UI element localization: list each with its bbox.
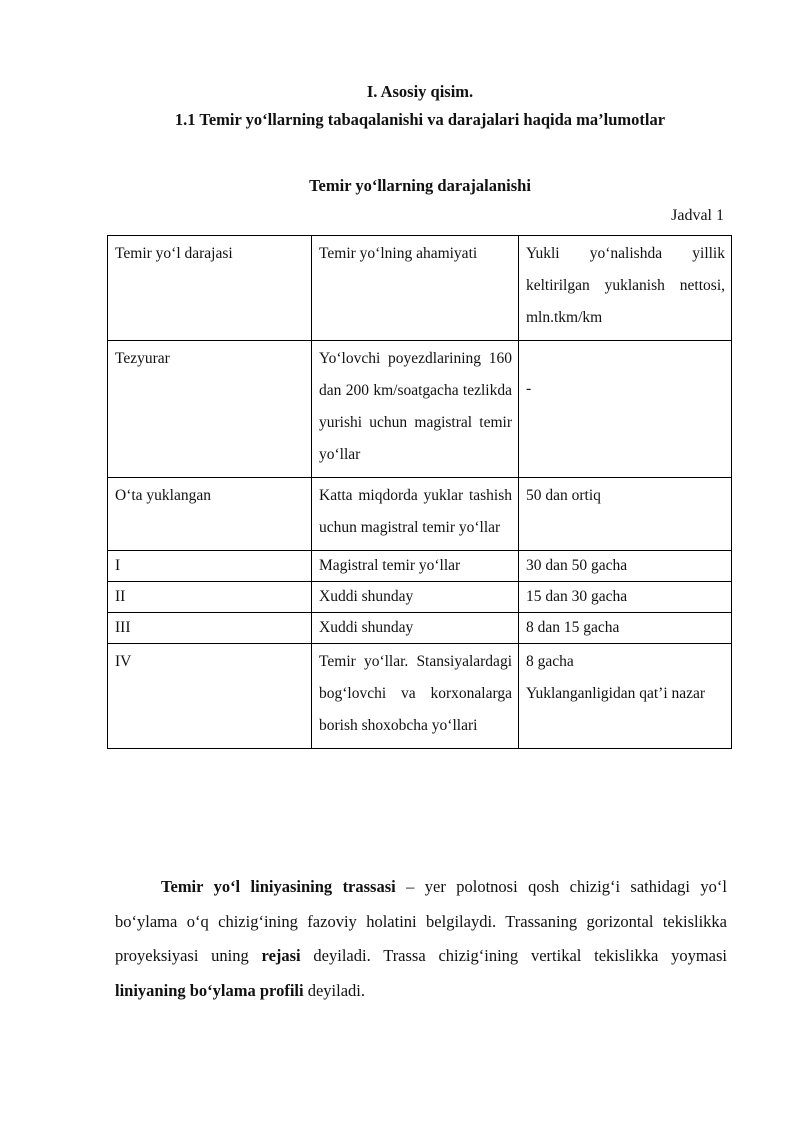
term-profile: liniyaning bo‘ylama profili [115, 980, 304, 1000]
cell-load [519, 644, 732, 749]
paragraph-text-2: deyiladi. Trassa chizig‘ining vertikal tekislikka yoymasi [300, 946, 727, 965]
header-purpose: Temir yo‘lning ahamiyati [312, 236, 519, 341]
header-load: Yukli yo‘nalishda yillik keltirilgan yuklanish nettosi, mln.tkm/km [519, 236, 732, 341]
subsection-heading: 1.1 Temir yo‘llarning tabaqalanishi va darajalari haqida ma’lumotlar [174, 110, 666, 129]
cell-grade: II [108, 582, 312, 613]
cell-purpose: Xuddi shunday [312, 613, 519, 644]
table-row [108, 551, 732, 582]
cell-grade: IV [108, 644, 312, 749]
cell-load: 15 dan 30 gacha [519, 582, 732, 613]
cell-grade: III [108, 613, 312, 644]
cell-purpose: Temir yo‘llar. Stansiyalardagi bog‘lovchi va korxonalarga borish shoxobcha yo‘llari [312, 644, 519, 749]
cell-purpose: Magistral temir yo‘llar [312, 551, 519, 582]
cell-load: 8 dan 15 gacha [519, 613, 732, 644]
table-title: Temir yo‘llarning darajalanishi [309, 176, 531, 195]
section-heading: I. Asosiy qisim. [366, 82, 474, 101]
cell-load-value: - [526, 380, 532, 397]
cell-load: 50 dan ortiq [519, 478, 732, 551]
paragraph-text-1: – yer polotnosi qosh chizig‘i sathidagi yo‘l bo‘ylama o‘q chizig‘ining fazoviy holatini belgilaydi. Trassaning gorizontal tekislikka proyeksiyasi uning [115, 877, 727, 965]
cell-grade: I [108, 551, 312, 582]
header-grade: Temir yo‘l darajasi [108, 236, 312, 341]
table-caption: Jadval 1 [671, 207, 724, 224]
cell-load-line2: Yuklanganligidan qat’i nazar [526, 685, 706, 702]
cell-purpose: Katta miqdorda yuklar tashish uchun magistral temir yo‘llar [312, 478, 519, 551]
term-trassa: Temir yo‘l liniyasining trassasi [161, 877, 396, 896]
table-row [108, 478, 732, 551]
cell-grade: Tezyurar [108, 341, 312, 478]
cell-load-line1: 8 gacha [526, 653, 574, 670]
cell-purpose: Xuddi shunday [312, 582, 519, 613]
railway-grades-table [107, 235, 732, 749]
cell-load: 30 dan 50 gacha [519, 551, 732, 582]
table-row [108, 341, 732, 478]
cell-purpose: Yo‘lovchi poyezdlarining 160 dan 200 km/soatgacha tezlikda yurishi uchun magistral temir yo‘llar [312, 341, 519, 478]
table-row [108, 582, 732, 613]
table-row [108, 613, 732, 644]
paragraph-text-3: deyiladi. [303, 980, 365, 1000]
cell-grade: O‘ta yuklangan [108, 478, 312, 551]
cell-load [519, 341, 732, 478]
table-row [108, 644, 732, 749]
term-reja: rejasi [261, 946, 301, 965]
table-header-row [108, 236, 732, 341]
body-paragraph [115, 870, 727, 1008]
